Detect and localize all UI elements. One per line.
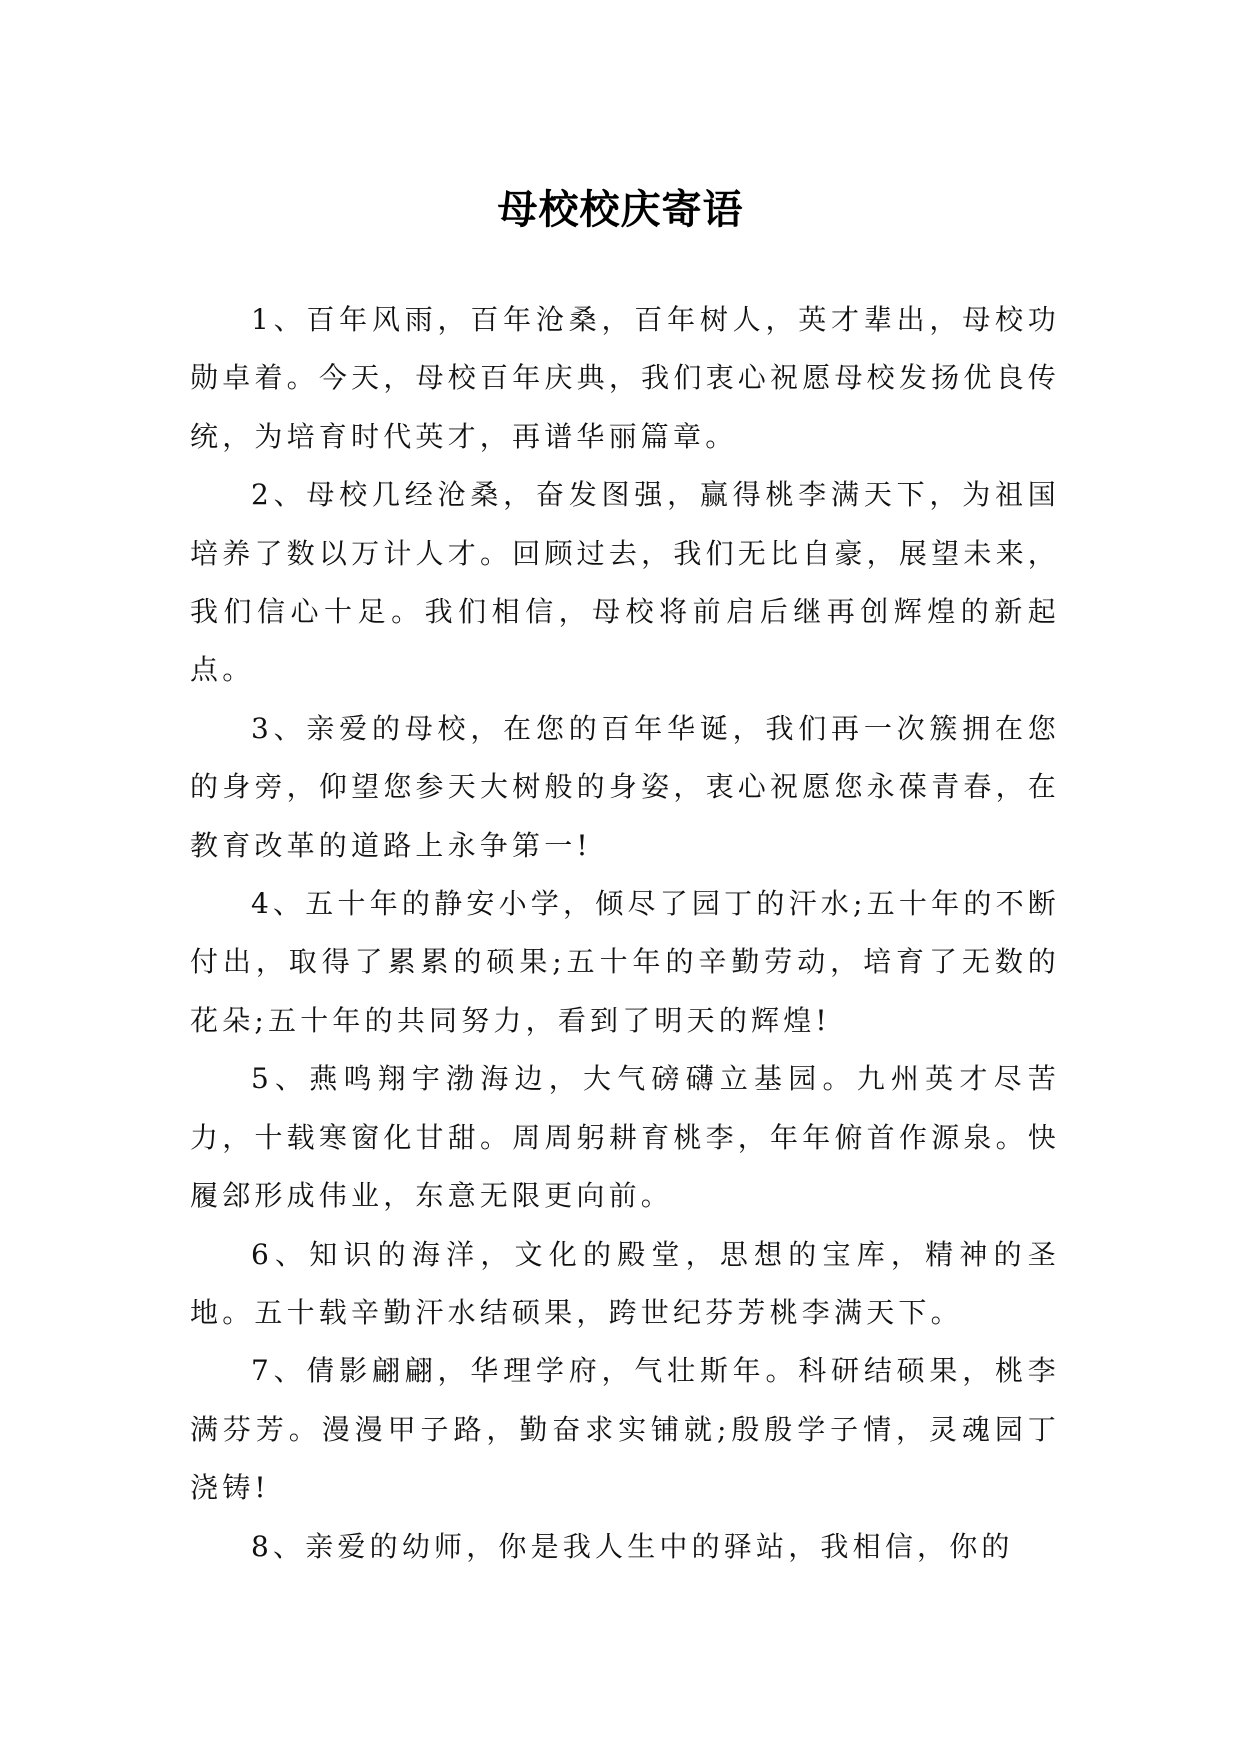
document-body (190, 291, 1060, 1576)
paragraph-6: 6、知识的海洋，文化的殿堂，思想的宝库，精神的圣地。五十载辛勤汗水结硕果，跨世纪芬芳桃李满天下。 (190, 1237, 1060, 1329)
paragraph-1: 1、百年风雨，百年沧桑，百年树人，英才辈出，母校功勋卓着。今天，母校百年庆典，我们衷心祝愿母校发扬优良传统，为培育时代英才，再谱华丽篇章。 (190, 303, 1060, 453)
paragraph-3: 3、亲爱的母校，在您的百年华诞，我们再一次簇拥在您的身旁，仰望您参天大树般的身姿，衷心祝愿您永葆青春，在教育改革的道路上永争第一! (190, 711, 1060, 862)
paragraph-8: 8、亲爱的幼师，你是我人生中的驿站，我相信，你的 (251, 1529, 1014, 1563)
paragraph-4: 4、五十年的静安小学，倾尽了园丁的汗水;五十年的不断付出，取得了累累的硕果;五十年的辛勤劳动，培育了无数的花朵;五十年的共同努力，看到了明天的辉煌! (190, 887, 1060, 1037)
paragraph-7: 7、倩影翩翩，华理学府，气壮斯年。科研结硕果，桃李满芬芳。漫漫甲子路，勤奋求实铺就;殷殷学子情，灵魂园丁浇铸! (190, 1354, 1060, 1505)
paragraph-2: 2、母校几经沧桑，奋发图强，赢得桃李满天下，为祖国培养了数以万计人才。回顾过去，我们无比自豪，展望未来，我们信心十足。我们相信，母校将前启后继再创辉煌的新起点。 (190, 478, 1060, 687)
paragraph-5: 5、燕鸣翔宇渤海边，大气磅礴立基园。九州英才尽苦力，十载寒窗化甘甜。周周躬耕育桃李，年年俯首作源泉。快履郐形成伟业，东意无限更向前。 (190, 1062, 1060, 1213)
document-title: 母校校庆寄语 (497, 186, 744, 233)
